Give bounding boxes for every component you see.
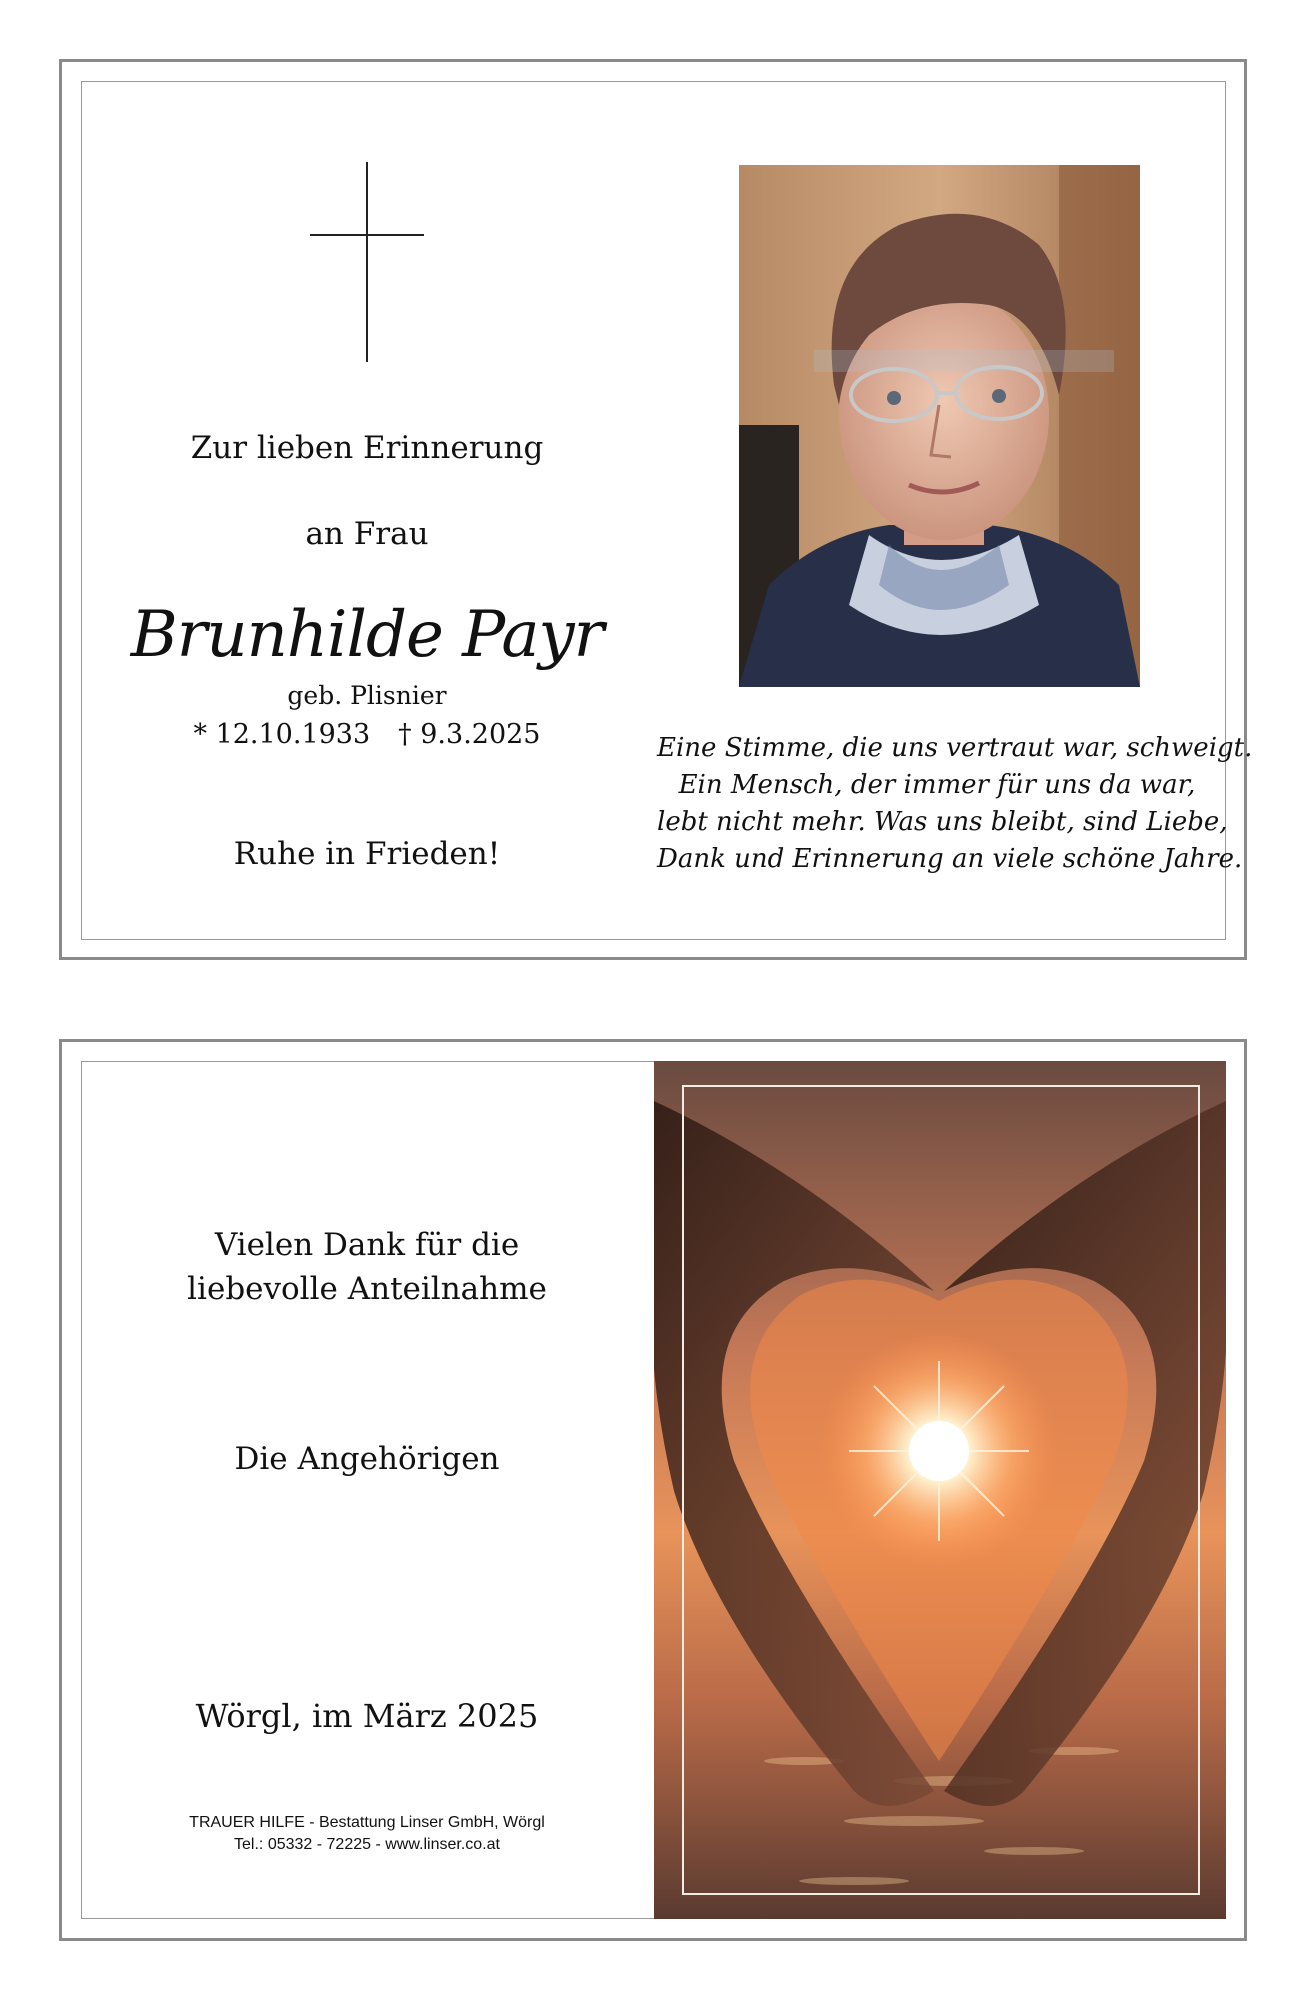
place-date: Wörgl, im März 2025: [195, 1697, 539, 1735]
thanks-line: Vielen Dank für die: [214, 1227, 520, 1263]
thanks-text: [137, 1223, 597, 1311]
poem-line: Eine Stimme, die uns vertraut war, schweigt.: [657, 733, 1253, 763]
death-date: † 9.3.2025: [398, 719, 541, 750]
poem: [657, 730, 1253, 878]
family-signature: Die Angehörigen: [234, 1441, 500, 1477]
undertaker-line: Tel.: 05332 - 72225 - www.linser.co.at: [234, 1836, 500, 1853]
poem-line: lebt nicht mehr. Was uns bleibt, sind Liebe,: [657, 807, 1228, 837]
thanks-line: liebevolle Anteilnahme: [187, 1271, 547, 1307]
life-dates: [167, 719, 567, 750]
undertaker-line: TRAUER HILFE - Bestattung Linser GmbH, Wörgl: [189, 1814, 545, 1831]
intro-text: Zur lieben Erinnerung: [190, 430, 544, 466]
cross-icon: [310, 162, 424, 362]
birth-date: * 12.10.1933: [193, 719, 371, 750]
closing-text: Ruhe in Frieden!: [233, 836, 501, 872]
undertaker-info: [117, 1812, 617, 1856]
portrait-photo-icon: [739, 165, 1140, 687]
poem-line: Dank und Erinnerung an viele schöne Jahre.: [657, 844, 1243, 874]
birth-name: geb. Plisnier: [287, 681, 447, 710]
poem-line: Ein Mensch, der immer für uns da war,: [678, 770, 1196, 800]
deceased-name: Brunhilde Payr: [130, 598, 604, 672]
salutation-text: an Frau: [305, 516, 429, 552]
photo-frame: [682, 1085, 1200, 1895]
